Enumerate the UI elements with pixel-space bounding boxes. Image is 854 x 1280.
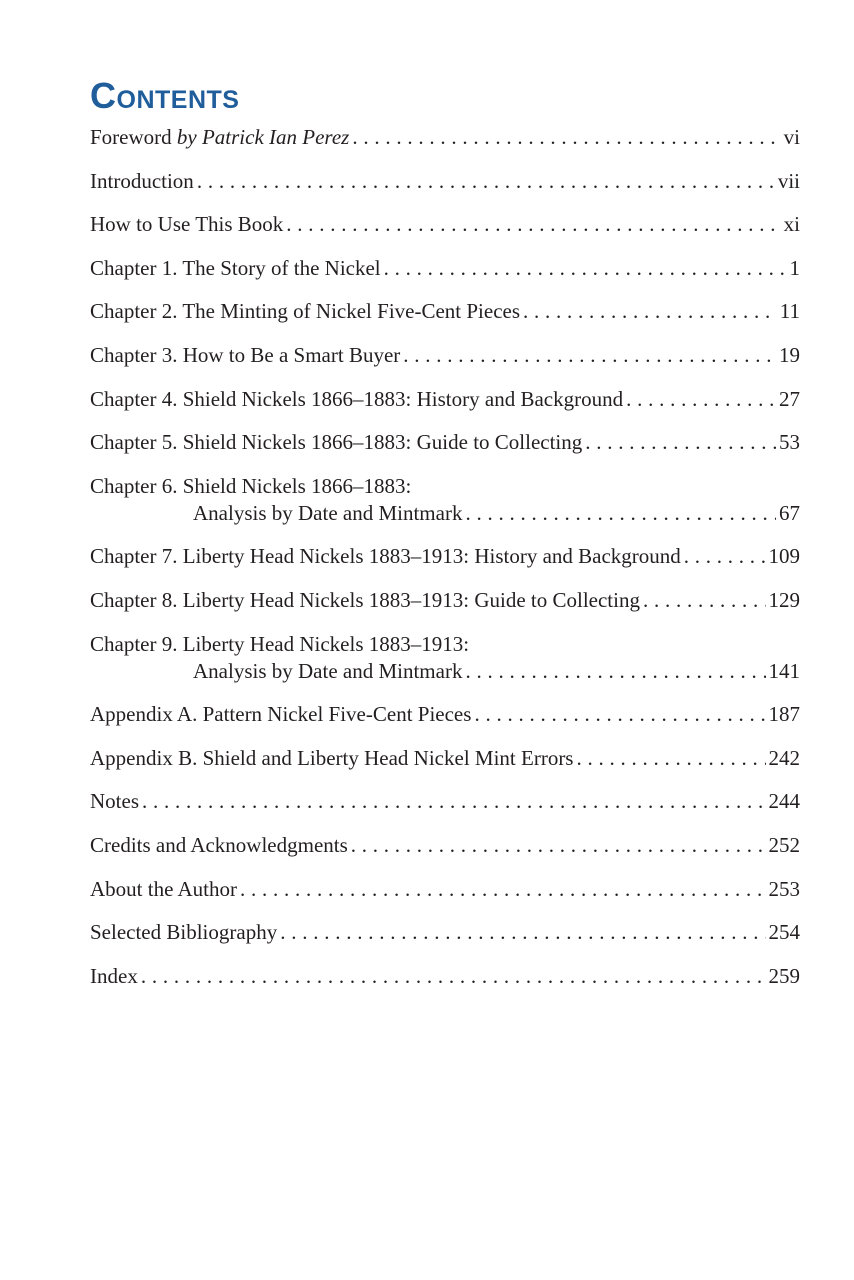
toc-entry-label-wrap: [90, 342, 400, 369]
toc-entry-label-wrap: [90, 919, 277, 946]
dot-leader: [286, 211, 780, 238]
toc-entry-row: [90, 342, 800, 369]
dot-leader: [576, 745, 765, 772]
toc-entry-label: Appendix A. Pattern Nickel Five-Cent Pieces: [90, 702, 472, 727]
toc-entry-row: [90, 168, 800, 195]
toc-entry-label-wrap: [90, 788, 139, 815]
toc-entry: [90, 473, 800, 544]
toc-entry: [90, 342, 800, 386]
dot-leader: [352, 124, 780, 151]
toc-entry: [90, 543, 800, 587]
toc-entry-label: Notes: [90, 789, 139, 814]
toc-entry-page-number: 129: [768, 587, 800, 612]
toc-entry-row: [90, 543, 800, 570]
toc-entry-row: [90, 963, 800, 990]
dot-leader: [643, 587, 766, 614]
toc-entry-label-wrap: [90, 124, 349, 151]
toc-entry-page-number: 254: [768, 920, 800, 945]
toc-entry-page-number: vi: [783, 125, 800, 149]
dot-leader: [465, 500, 776, 527]
toc-entry-row: [90, 832, 800, 859]
toc-entry-page-number: 242: [768, 745, 800, 770]
toc-entry-page-number: 252: [768, 832, 800, 857]
toc-entry-page-number: 1: [789, 255, 800, 280]
toc-entry-row: [90, 211, 800, 238]
toc-entry-row: [90, 500, 800, 527]
dot-leader: [465, 658, 765, 685]
toc-entry-page-number: 253: [768, 876, 800, 901]
toc-entry-subtitle: Analysis by Date and Mintmark: [193, 658, 463, 683]
toc-entry-row: [90, 788, 800, 815]
dot-leader: [523, 298, 777, 325]
toc-entry-label-wrap: [90, 211, 283, 238]
toc-entry-label-wrap: [90, 168, 194, 195]
toc-list: [90, 124, 800, 1006]
toc-entry-row: [90, 876, 800, 903]
toc-entry-row: [90, 386, 800, 413]
toc-entry-page-number: 259: [768, 963, 800, 988]
toc-entry: [90, 701, 800, 745]
toc-entry: [90, 211, 800, 255]
toc-entry-label-wrap: [90, 386, 623, 413]
toc-entry-label-wrap: [90, 963, 138, 990]
toc-entry-label-wrap: [90, 429, 582, 456]
toc-entry-label: Chapter 9. Liberty Head Nickels 1883–1913:: [90, 631, 470, 656]
toc-entry-label-wrap: [90, 298, 520, 325]
toc-entry-page-number: 109: [768, 544, 800, 569]
toc-entry-label: Chapter 2. The Minting of Nickel Five-Cent Pieces: [90, 299, 521, 324]
dot-leader: [474, 701, 765, 728]
toc-entry-page-number: 11: [779, 299, 800, 324]
dot-leader: [142, 788, 766, 815]
toc-entry-row: [90, 658, 800, 685]
toc-entry-row: [90, 745, 800, 772]
toc-entry-label-wrap: [90, 745, 573, 772]
toc-entry-page-number: 19: [779, 342, 800, 367]
toc-entry-label-wrap: [90, 543, 681, 570]
toc-entry: [90, 298, 800, 342]
toc-entry-row: [90, 919, 800, 946]
toc-entry: [90, 255, 800, 299]
toc-entry-label-wrap: [90, 876, 237, 903]
dot-leader: [197, 168, 775, 195]
toc-entry-label: Credits and Acknowledgments: [90, 832, 348, 857]
dot-leader: [351, 832, 766, 859]
dot-leader: [626, 386, 776, 413]
toc-entry-page-number: 244: [768, 789, 800, 814]
toc-entry-label: Index: [90, 963, 138, 988]
dot-leader: [240, 876, 766, 903]
toc-entry: [90, 832, 800, 876]
toc-entry-label: Chapter 8. Liberty Head Nickels 1883–1913: Guide to Collecting: [90, 587, 640, 612]
toc-entry: [90, 788, 800, 832]
toc-entry-page-number: 53: [779, 430, 800, 455]
page-title: Contents: [90, 75, 240, 116]
toc-entry-row: [90, 298, 800, 325]
toc-entry-label: About the Author: [90, 876, 237, 901]
toc-entry-label: Chapter 5. Shield Nickels 1866–1883: Guide to Collecting: [90, 430, 583, 455]
toc-entry-label: Chapter 1. The Story of the Nickel: [90, 255, 381, 280]
toc-entry-subtitle: Analysis by Date and Mintmark: [193, 500, 463, 525]
toc-entry-label: Selected Bibliography: [90, 920, 278, 945]
toc-entry-page-number: xi: [783, 212, 800, 237]
toc-entry-page-number: 141: [768, 658, 800, 683]
toc-entry-row: [90, 429, 800, 456]
toc-entry-label: Chapter 6. Shield Nickels 1866–1883:: [90, 473, 412, 498]
toc-entry-label-wrap: [90, 832, 348, 859]
toc-entry-row: [90, 587, 800, 614]
toc-entry-page-number: vii: [777, 168, 800, 193]
toc-entry: [90, 124, 800, 168]
toc-entry: [90, 919, 800, 963]
toc-entry-label: How to Use This Book: [90, 212, 284, 237]
toc-entry-label-wrap: [90, 701, 471, 728]
dot-leader: [585, 429, 776, 456]
dot-leader: [403, 342, 776, 369]
toc-entry-page-number: 187: [768, 702, 800, 727]
dot-leader: [684, 543, 766, 570]
toc-entry-label-wrap: [90, 587, 640, 614]
toc-entry-page-number: 27: [779, 386, 800, 411]
toc-entry: [90, 386, 800, 430]
dot-leader: [280, 919, 765, 946]
toc-entry-label: Foreword: [90, 125, 172, 149]
toc-entry-label: Chapter 7. Liberty Head Nickels 1883–1913: History and Background: [90, 544, 681, 569]
toc-entry-label-wrap: [90, 255, 381, 282]
dot-leader: [141, 963, 766, 990]
toc-entry-label: Chapter 3. How to Be a Smart Buyer: [90, 342, 401, 367]
dot-leader: [384, 255, 787, 282]
toc-entry-row: [90, 124, 800, 151]
toc-entry-label: Chapter 4. Shield Nickels 1866–1883: History and Background: [90, 386, 624, 411]
toc-entry: [90, 631, 800, 702]
toc-entry: [90, 429, 800, 473]
toc-entry-row: [90, 701, 800, 728]
toc-entry-label: Appendix B. Shield and Liberty Head Nickel Mint Errors: [90, 745, 574, 770]
toc-entry-label: Introduction: [90, 168, 194, 193]
contents-page: [90, 72, 800, 1006]
toc-entry-row: [90, 255, 800, 282]
toc-entry: [90, 876, 800, 920]
toc-entry-page-number: 67: [779, 500, 800, 525]
toc-entry: [90, 963, 800, 1007]
toc-entry-byline: by Patrick Ian Perez: [176, 125, 350, 149]
toc-entry: [90, 587, 800, 631]
toc-entry: [90, 745, 800, 789]
toc-entry: [90, 168, 800, 212]
